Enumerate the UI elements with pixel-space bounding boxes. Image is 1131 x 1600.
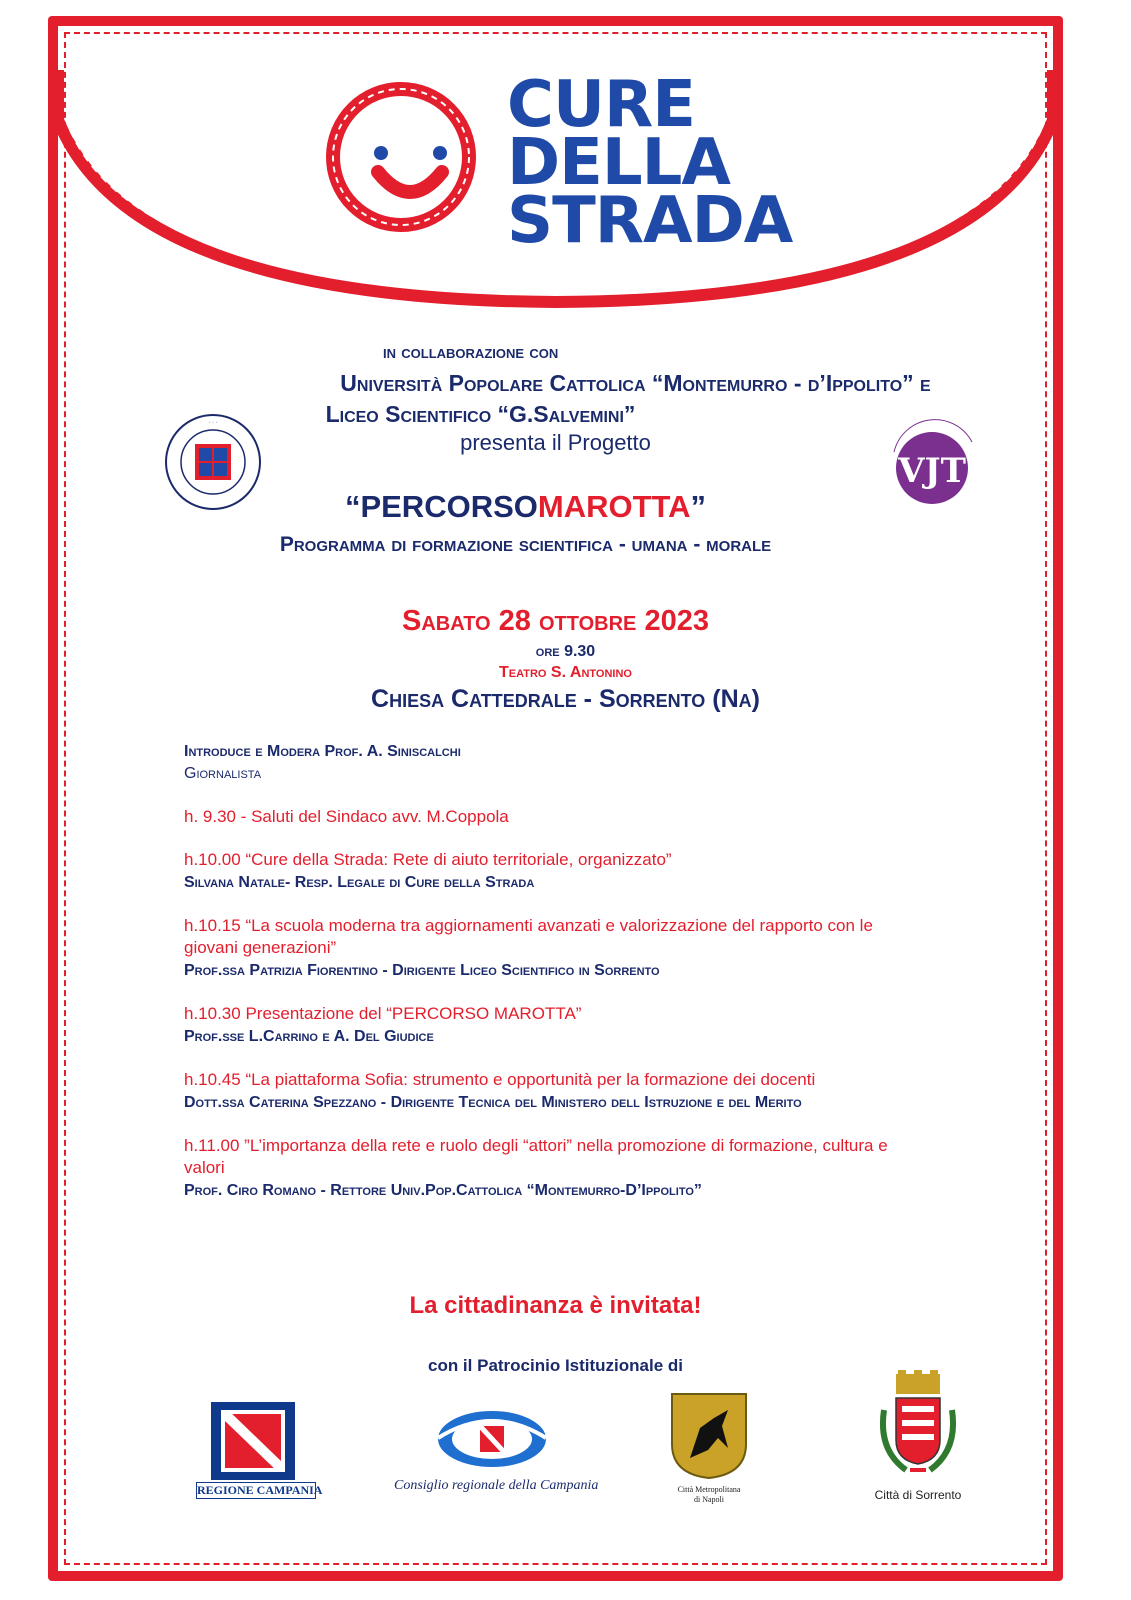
program-item-title: h.10.45 “La piattaforma Sofia: strumento e opportunità per la formazione dei docenti — [184, 1070, 816, 1089]
moderator: Introduce e Modera Prof. A. Siniscalchi — [184, 743, 461, 760]
brand-line-1: CURE — [507, 68, 695, 142]
program-item-title: h.11.00 ”L’importanza della rete e ruolo degli “attori” nella promozione di formazione, cultura e valori — [184, 1136, 888, 1177]
program-item-speaker: Dott.ssa Caterina Spezzano - Dirigente Tecnica del Ministero dell Istruzione e del Merito — [184, 1094, 802, 1111]
presents-text: presenta il Progetto — [460, 430, 651, 455]
program-item — [184, 1003, 924, 1048]
moderator-block — [184, 740, 924, 785]
sorrento-coat-of-arms — [876, 1370, 960, 1482]
svg-text:· · ·: · · · — [208, 420, 218, 426]
project-title-highlight: MAROTTA — [537, 489, 691, 524]
consiglio-regionale-caption: Consiglio regionale della Campania — [394, 1478, 599, 1493]
project-title — [0, 489, 1091, 525]
citta-metropolitana-logo — [670, 1388, 748, 1480]
citta-metropolitana-caption-2: di Napoli — [694, 1495, 724, 1504]
collab-intro: in collaborazione con — [383, 342, 559, 363]
program-item-speaker: Silvana Natale- Resp. Legale di Cure della Strada — [184, 874, 535, 891]
project-subtitle: Programma di formazione scientifica - umana - morale — [279, 533, 772, 556]
program-item — [184, 915, 924, 982]
brand-line-2: DELLA — [507, 126, 730, 200]
program-item-title: h. 9.30 - Saluti del Sindaco avv. M.Coppola — [184, 807, 509, 826]
event-date: Sabato 28 ottobre 2023 — [402, 605, 709, 637]
smile-logo-icon — [333, 89, 469, 225]
liceo-name: Liceo Scientifico “G.Salvemini” — [325, 401, 636, 427]
program-item — [184, 1069, 924, 1114]
event-venue: Teatro S. Antonino — [499, 664, 632, 681]
program-item-title: h.10.15 “La scuola moderna tra aggiornamenti avanzati e valorizzazione del rapporto con le giovani generazioni” — [184, 916, 873, 957]
program-item — [184, 1135, 924, 1202]
invite-text: La cittadinanza è invitata! — [409, 1292, 702, 1319]
program-item-title: h.10.00 “Cure della Strada: Rete di aiuto territoriale, organizzato” — [184, 850, 672, 869]
brand-wordmark — [507, 68, 793, 258]
citta-metropolitana-caption-1: Città Metropolitana — [677, 1485, 741, 1494]
patronage-text: con il Patrocinio Istituzionale di — [427, 1356, 684, 1375]
program-item-speaker: Prof. Ciro Romano - Rettore Univ.Pop.Cattolica “Montemurro-D’Ippolito” — [184, 1182, 702, 1199]
regione-campania-caption: REGIONE CAMPANIA — [197, 1483, 323, 1497]
regione-campania-logo — [207, 1402, 299, 1480]
sorrento-caption: Città di Sorrento — [874, 1488, 962, 1502]
program-item — [184, 849, 924, 894]
event-time: ore 9.30 — [535, 643, 596, 660]
consiglio-regionale-logo — [436, 1408, 548, 1470]
program-item-title: h.10.30 Presentazione del “PERCORSO MAROTTA” — [184, 1004, 582, 1023]
program-item-speaker: Prof.ssa Patrizia Fiorentino - Dirigente Liceo Scientifico in Sorrento — [184, 962, 660, 979]
project-title-prefix: “PERCORSO — [344, 489, 538, 524]
project-title-suffix: ” — [690, 489, 707, 524]
svg-text:VJT: VJT — [898, 451, 966, 491]
brand-line-3: STRADA — [507, 184, 793, 258]
university-name: Università Popolare Cattolica “Montemurro - d’Ippolito” e — [340, 370, 931, 396]
moderator-role: Giornalista — [184, 765, 262, 782]
program-list — [184, 740, 924, 1223]
program-item — [184, 806, 924, 828]
program-item-speaker: Prof.sse L.Carrino e A. Del Giudice — [184, 1028, 434, 1045]
event-place: Chiesa Cattedrale - Sorrento (Na) — [371, 685, 760, 713]
